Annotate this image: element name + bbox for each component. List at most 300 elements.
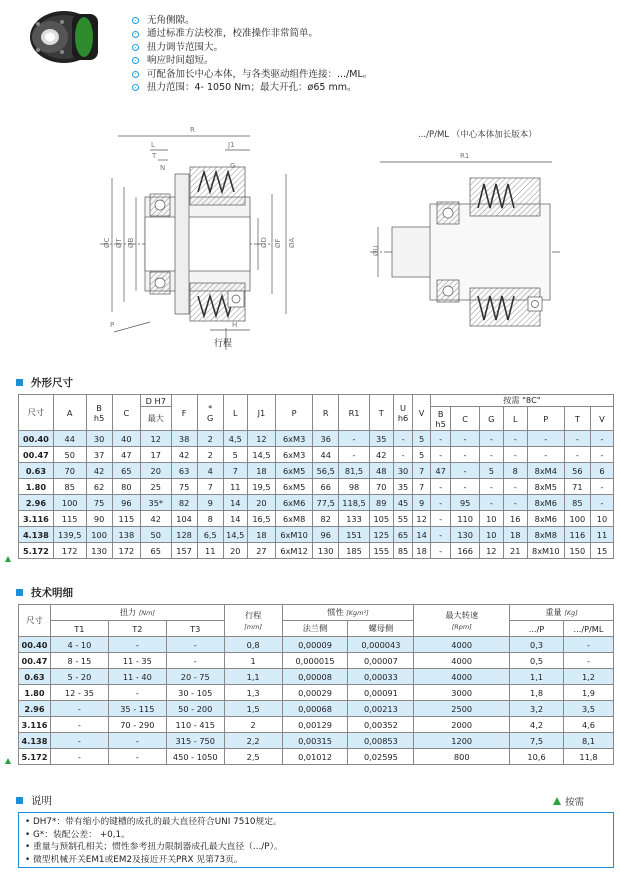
table-row: [19, 653, 614, 669]
table-cell: 133: [339, 511, 370, 527]
col-nut: 螺母侧: [348, 621, 414, 637]
table-cell: 8xM6: [527, 495, 564, 511]
table-cell: -: [393, 431, 413, 447]
col-T: T: [369, 395, 393, 431]
table-cell: 66: [313, 479, 339, 495]
col-on-demand: 按需 "8C": [430, 395, 613, 407]
table-row: [19, 511, 614, 527]
table-cell: 2,5: [224, 749, 282, 765]
size-cell: 2.96: [19, 495, 54, 511]
table-cell: 20 - 75: [166, 669, 224, 685]
table-cell: 4,2: [510, 717, 564, 733]
table-cell: 155: [369, 543, 393, 559]
table-cell: 21: [503, 543, 527, 559]
table-cell: 7: [413, 479, 430, 495]
table-cell: -: [451, 479, 479, 495]
table-cell: -: [479, 431, 503, 447]
col-T2: T: [564, 407, 590, 431]
table-cell: 10,6: [510, 749, 564, 765]
table-cell: 8xM10: [527, 543, 564, 559]
table-cell: 3000: [414, 685, 510, 701]
table-cell: 35: [393, 479, 413, 495]
table-cell: 37: [86, 447, 112, 463]
table-cell: 1,2: [563, 669, 613, 685]
table-row: [19, 543, 614, 559]
table-cell: 16,5: [247, 511, 275, 527]
table-cell: -: [564, 431, 590, 447]
table-cell: 9: [413, 495, 430, 511]
table-cell: -: [430, 495, 451, 511]
table-cell: 3,5: [563, 701, 613, 717]
table-cell: 70: [53, 463, 86, 479]
table-cell: 116: [564, 527, 590, 543]
size-cell: 5.172: [19, 543, 54, 559]
col-J1: J1: [247, 395, 275, 431]
table-cell: 4,5: [223, 431, 247, 447]
table-cell: 30: [393, 463, 413, 479]
table-cell: 42: [171, 447, 197, 463]
table-cell: 6xM8: [276, 511, 313, 527]
table-cell: 0,00068: [282, 701, 348, 717]
technical-drawing: [0, 112, 620, 362]
table-cell: 81,5: [339, 463, 370, 479]
table-cell: 63: [171, 463, 197, 479]
section-title-dimensions: 外形尺寸: [16, 375, 73, 390]
table-cell: -: [479, 447, 503, 463]
col-weight-PML: .../P/ML: [563, 621, 613, 637]
table-cell: 65: [141, 543, 172, 559]
svg-text:T: T: [152, 152, 157, 160]
table-cell: -: [339, 447, 370, 463]
table-cell: -: [451, 447, 479, 463]
table-cell: 6,5: [197, 527, 223, 543]
col-inertia: 惯性 [Kgm²]: [282, 605, 414, 621]
table-cell: 65: [112, 463, 140, 479]
svg-text:ØT: ØT: [115, 238, 123, 248]
table-cell: 50 - 200: [166, 701, 224, 717]
table-cell: 2000: [414, 717, 510, 733]
bullet-icon: [132, 57, 139, 64]
col-L2: L: [503, 407, 527, 431]
square-icon: [16, 797, 23, 804]
table-cell: -: [563, 637, 613, 653]
col-T3: T3: [166, 621, 224, 637]
table-cell: 14: [223, 511, 247, 527]
table-cell: 128: [171, 527, 197, 543]
table-cell: 8,1: [563, 733, 613, 749]
table-cell: 12: [247, 431, 275, 447]
table-cell: 75: [86, 495, 112, 511]
table-cell: 85: [53, 479, 86, 495]
col-G2: G: [479, 407, 503, 431]
table-cell: 38: [171, 431, 197, 447]
table-cell: -: [50, 733, 108, 749]
col-T2: T2: [108, 621, 166, 637]
col-P2: P: [527, 407, 564, 431]
table-cell: -: [166, 653, 224, 669]
table-header-row: [19, 395, 614, 407]
table-cell: 1,5: [224, 701, 282, 717]
table-cell: 12: [479, 543, 503, 559]
note-line: • DH7*：带有缩小的键槽的成孔的最大直径符合UNI 7510规定。: [25, 817, 282, 827]
table-cell: -: [451, 463, 479, 479]
table-cell: 4: [197, 463, 223, 479]
table-cell: 6xM5: [276, 463, 313, 479]
table-cell: 30 - 105: [166, 685, 224, 701]
drawing-caption: .../P/ML （中心本体加长版本）: [418, 130, 537, 140]
table-cell: 1,8: [510, 685, 564, 701]
table-cell: 44: [53, 431, 86, 447]
size-cell: 1.80: [19, 685, 51, 701]
table-cell: -: [108, 749, 166, 765]
bullet-icon: [132, 71, 139, 78]
table-cell: 36: [313, 431, 339, 447]
table-cell: 0,00129: [282, 717, 348, 733]
table-cell: 172: [112, 543, 140, 559]
table-cell: -: [50, 701, 108, 717]
table-cell: -: [563, 653, 613, 669]
col-weight-P: .../P: [510, 621, 564, 637]
table-cell: 4000: [414, 637, 510, 653]
table-cell: 56: [564, 463, 590, 479]
col-max: 最大: [141, 407, 172, 431]
table-cell: 2,2: [224, 733, 282, 749]
svg-text:R1: R1: [460, 152, 470, 160]
col-V2: V: [590, 407, 613, 431]
table-cell: 6: [590, 463, 613, 479]
table-cell: 80: [112, 479, 140, 495]
table-row: [19, 431, 614, 447]
note-line: • 重量与预制孔相关；惯性参考扭力限制器成孔最大直径（.../P）。: [25, 842, 283, 853]
product-photo: [20, 4, 102, 66]
table-cell: 50: [141, 527, 172, 543]
table-cell: 8: [503, 463, 527, 479]
bullet-icon: [132, 84, 139, 91]
table-row: [19, 669, 614, 685]
table-cell: 20: [247, 495, 275, 511]
table-row: [19, 479, 614, 495]
on-demand-legend: 按需: [553, 794, 584, 808]
table-cell: 18: [503, 527, 527, 543]
table-cell: -: [50, 749, 108, 765]
on-demand-marker-icon: [5, 556, 11, 562]
table-cell: 95: [451, 495, 479, 511]
feature-item: 可配备加长中心本体，与各类驱动组件连接：.../ML。: [132, 68, 372, 81]
table-cell: 0,00009: [282, 637, 348, 653]
table-cell: 8xM6: [527, 511, 564, 527]
svg-text:J1: J1: [228, 141, 235, 149]
section-title-notes: 说明: [16, 793, 52, 808]
table-cell: 800: [414, 749, 510, 765]
col-stroke: 行程 [mm]: [224, 605, 282, 637]
table-cell: 35*: [141, 495, 172, 511]
notes-box: [18, 812, 614, 868]
table-cell: 130: [86, 543, 112, 559]
table-cell: 18: [247, 463, 275, 479]
table-subheader-row: [19, 621, 614, 637]
table-cell: 8: [197, 511, 223, 527]
table-cell: 315 - 750: [166, 733, 224, 749]
table-cell: 1,9: [563, 685, 613, 701]
col-weight: 重量 [Kg]: [510, 605, 614, 621]
table-cell: -: [503, 495, 527, 511]
table-cell: 2: [197, 431, 223, 447]
table-cell: 6xM12: [276, 543, 313, 559]
table-cell: 0,00853: [348, 733, 414, 749]
table-cell: 105: [369, 511, 393, 527]
svg-text:L: L: [151, 141, 155, 149]
col-C2: C: [451, 407, 479, 431]
size-cell: 5.172: [19, 749, 51, 765]
table-cell: 8xM4: [527, 463, 564, 479]
col-DH7: D H7: [141, 395, 172, 407]
table-row: [19, 463, 614, 479]
table-cell: 98: [339, 479, 370, 495]
col-R1: R1: [339, 395, 370, 431]
col-C: C: [112, 395, 140, 431]
table-cell: 172: [53, 543, 86, 559]
table-cell: 0,00007: [348, 653, 414, 669]
table-cell: 6xM10: [276, 527, 313, 543]
table-cell: 1,1: [224, 669, 282, 685]
col-R: R: [313, 395, 339, 431]
table-cell: 0,00033: [348, 669, 414, 685]
table-cell: 5 - 20: [50, 669, 108, 685]
table-cell: 166: [451, 543, 479, 559]
table-cell: 6xM5: [276, 479, 313, 495]
table-row: [19, 749, 614, 765]
table-cell: 7: [197, 479, 223, 495]
table-cell: 89: [369, 495, 393, 511]
col-B2: B h5: [430, 407, 451, 431]
header-area: [0, 0, 620, 110]
table-cell: -: [527, 447, 564, 463]
on-demand-marker-icon: [5, 758, 11, 764]
table-cell: -: [479, 495, 503, 511]
feature-item: 无角侧隙。: [132, 14, 372, 27]
svg-text:ØD: ØD: [260, 237, 268, 248]
table-cell: 0,00008: [282, 669, 348, 685]
table-cell: 35 - 115: [108, 701, 166, 717]
table-cell: 14,5: [223, 527, 247, 543]
table-cell: 8 - 15: [50, 653, 108, 669]
table-row: [19, 637, 614, 653]
table-cell: 10: [590, 511, 613, 527]
table-cell: 100: [86, 527, 112, 543]
col-speed: 最大转速 [Rpm]: [414, 605, 510, 637]
table-cell: -: [339, 431, 370, 447]
table-cell: 5: [223, 447, 247, 463]
size-cell: 00.40: [19, 431, 54, 447]
table-cell: 44: [313, 447, 339, 463]
table-cell: 18: [413, 543, 430, 559]
table-cell: 0,00029: [282, 685, 348, 701]
table-cell: -: [430, 447, 451, 463]
table-cell: -: [108, 733, 166, 749]
table-cell: 96: [313, 527, 339, 543]
table-cell: 157: [171, 543, 197, 559]
table-cell: 30: [86, 431, 112, 447]
size-cell: 4.138: [19, 733, 51, 749]
table-cell: 17: [141, 447, 172, 463]
table-cell: 11 - 35: [108, 653, 166, 669]
table-cell: -: [430, 511, 451, 527]
table-cell: -: [590, 479, 613, 495]
svg-text:H: H: [232, 321, 238, 329]
svg-text:R: R: [190, 126, 195, 134]
col-size: 尺寸: [19, 395, 54, 431]
table-cell: 14,5: [247, 447, 275, 463]
table-cell: 11,8: [563, 749, 613, 765]
table-cell: 56,5: [313, 463, 339, 479]
table-cell: -: [564, 447, 590, 463]
svg-text:N: N: [160, 164, 166, 172]
size-cell: 00.40: [19, 637, 51, 653]
table-cell: 50: [53, 447, 86, 463]
table-cell: 151: [339, 527, 370, 543]
svg-text:G: G: [230, 162, 236, 170]
feature-item: 扭力调节范围大。: [132, 41, 372, 54]
feature-list: [132, 14, 372, 94]
table-cell: 115: [53, 511, 86, 527]
table-cell: 5: [479, 463, 503, 479]
table-cell: -: [393, 447, 413, 463]
table-cell: -: [50, 717, 108, 733]
table-cell: 0,00352: [348, 717, 414, 733]
table-cell: 4000: [414, 669, 510, 685]
table-cell: 6xM3: [276, 431, 313, 447]
table-cell: 70: [369, 479, 393, 495]
table-cell: -: [166, 637, 224, 653]
table-cell: 1,3: [224, 685, 282, 701]
table-row: [19, 685, 614, 701]
table-cell: 9: [197, 495, 223, 511]
table-cell: 0,5: [510, 653, 564, 669]
table-cell: 138: [112, 527, 140, 543]
table-cell: 1200: [414, 733, 510, 749]
table-row: [19, 527, 614, 543]
table-cell: 1,1: [510, 669, 564, 685]
table-cell: 15: [590, 543, 613, 559]
table-cell: 0,00213: [348, 701, 414, 717]
table-cell: 6xM6: [276, 495, 313, 511]
table-cell: 0,8: [224, 637, 282, 653]
table-cell: 0,01012: [282, 749, 348, 765]
table-cell: -: [590, 495, 613, 511]
table-cell: 14: [413, 527, 430, 543]
col-flange: 法兰侧: [282, 621, 348, 637]
table-cell: 7,5: [510, 733, 564, 749]
svg-text:ØU: ØU: [372, 245, 380, 256]
table-cell: 90: [86, 511, 112, 527]
table-cell: -: [503, 479, 527, 495]
table-row: [19, 733, 614, 749]
size-cell: 00.47: [19, 653, 51, 669]
table-row: [19, 495, 614, 511]
svg-text:ØA: ØA: [288, 237, 296, 248]
table-cell: 16: [503, 511, 527, 527]
table-cell: 20: [223, 543, 247, 559]
table-cell: -: [590, 447, 613, 463]
table-cell: 25: [141, 479, 172, 495]
table-cell: 100: [564, 511, 590, 527]
table-cell: 12: [141, 431, 172, 447]
table-row: [19, 717, 614, 733]
table-cell: 115: [112, 511, 140, 527]
table-cell: 2: [197, 447, 223, 463]
table-cell: 45: [393, 495, 413, 511]
table-cell: 10: [479, 511, 503, 527]
table-cell: 185: [339, 543, 370, 559]
table-cell: -: [590, 431, 613, 447]
table-cell: 2500: [414, 701, 510, 717]
col-P: P: [276, 395, 313, 431]
col-B: B h5: [86, 395, 112, 431]
col-V: V: [413, 395, 430, 431]
table-cell: 11: [197, 543, 223, 559]
table-cell: 5: [413, 431, 430, 447]
table-cell: 0,000015: [282, 653, 348, 669]
table-cell: -: [503, 447, 527, 463]
table-cell: 7: [413, 463, 430, 479]
table-cell: 12 - 35: [50, 685, 108, 701]
table-cell: 1: [224, 653, 282, 669]
col-torque: 扭力 [Nm]: [50, 605, 224, 621]
table-cell: 11: [223, 479, 247, 495]
table-cell: 125: [369, 527, 393, 543]
table-cell: 82: [313, 511, 339, 527]
size-cell: 00.47: [19, 447, 54, 463]
table-cell: 2: [224, 717, 282, 733]
table-cell: 139,5: [53, 527, 86, 543]
square-icon: [16, 589, 23, 596]
table-cell: 118,5: [339, 495, 370, 511]
col-F: F: [171, 395, 197, 431]
table-cell: 40: [112, 431, 140, 447]
table-cell: 110: [451, 511, 479, 527]
table-row: [19, 447, 614, 463]
triangle-icon: [553, 797, 561, 805]
table-cell: 0,00091: [348, 685, 414, 701]
table-cell: 47: [112, 447, 140, 463]
svg-text:ØB: ØB: [127, 237, 135, 248]
feature-item: 扭力范围：4- 1050 Nm；最大开孔：ø65 mm。: [132, 81, 372, 94]
table-cell: 14: [223, 495, 247, 511]
bullet-icon: [132, 44, 139, 51]
col-size: 尺寸: [19, 605, 51, 637]
table-cell: 104: [171, 511, 197, 527]
table-cell: 11 - 40: [108, 669, 166, 685]
table-cell: 85: [393, 543, 413, 559]
svg-text:P: P: [110, 321, 115, 329]
table-cell: 35: [369, 431, 393, 447]
col-T1: T1: [50, 621, 108, 637]
col-L: L: [223, 395, 247, 431]
table-cell: 65: [393, 527, 413, 543]
bullet-icon: [132, 17, 139, 24]
col-G: * G: [197, 395, 223, 431]
note-line: • G*：装配公差： +0,1。: [25, 829, 130, 840]
dimensions-table: [18, 394, 614, 559]
table-cell: 20: [141, 463, 172, 479]
table-cell: 42: [369, 447, 393, 463]
table-cell: -: [108, 685, 166, 701]
svg-text:ØC: ØC: [103, 237, 111, 248]
table-cell: 0,02595: [348, 749, 414, 765]
note-line: • 微型机械开关EM1或EM2及接近开关PRX 见第73页。: [25, 854, 243, 865]
table-cell: 450 - 1050: [166, 749, 224, 765]
table-header-row: [19, 605, 614, 621]
